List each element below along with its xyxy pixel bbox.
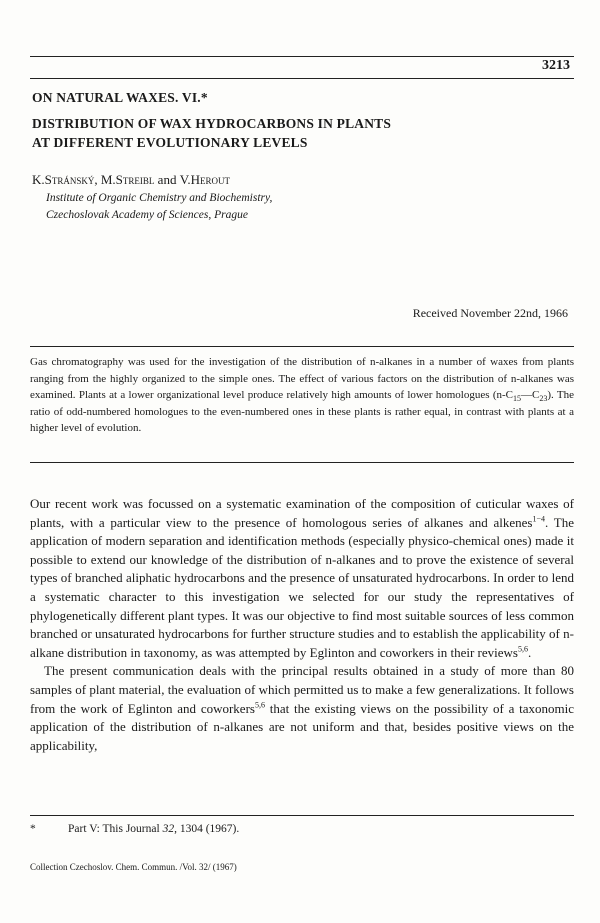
abstract-dash: —C [521, 389, 540, 402]
affiliation-line-2: Czechoslovak Academy of Sciences, Prague [46, 209, 248, 221]
paragraph-1 [30, 495, 574, 662]
p1-citation-2: 5,6 [518, 644, 528, 654]
author-conjunction: and [157, 172, 177, 187]
footnote-mark: * [30, 823, 36, 835]
footnote-volume: 32 [162, 823, 175, 835]
p1-text-c: . [528, 644, 532, 660]
p1-citation-1: 1−4 [532, 514, 546, 524]
p1-text-a: Our recent work was focussed on a systematic examination of the composition of cuticular waxes of plants, with a particular view to the presence of homologous series of alkanes and alkenes [30, 496, 574, 530]
author-3: V.Herout [179, 172, 231, 187]
title-block [32, 90, 572, 152]
p1-text-b: . The application of modern separation and identification methods (especially physico-chemical ones) made it possible to extend our knowledge of the distribution of n-alkanes and to prove the existence of several types of branched aliphatic hydrocarbons and the presence of unsaturated hydrocarbons. In order to lend a systematic character to this investigation we selected for our study the representatives of phylogenetically different plant types. It was our objective to find most suitable sources of less common branched or unsaturated hydrocarbons for further structure studies and to establish the applicability of n-alkane distribution in taxonomy, as was attempted by Eglinton and coworkers in their reviews [30, 514, 574, 660]
affiliation-line-1: Institute of Organic Chemistry and Biochemistry, [46, 192, 273, 204]
body-text [30, 495, 574, 755]
abstract-rule-bottom [30, 462, 574, 463]
author-1: K.Stránský, [32, 172, 98, 187]
page-number: 3213 [542, 58, 570, 73]
abstract-sub-1: 15 [513, 394, 521, 404]
header-rule-bottom [30, 78, 574, 79]
abstract [30, 354, 574, 437]
article-title [32, 114, 572, 152]
affiliation [46, 190, 272, 224]
authors [32, 172, 230, 188]
footnote-rule [30, 815, 574, 816]
article-title-line-2: AT DIFFERENT EVOLUTIONARY LEVELS [32, 135, 308, 150]
article-title-line-1: DISTRIBUTION OF WAX HYDROCARBONS IN PLANTS [32, 116, 392, 131]
p2-text-a: The present communication deals with the principal results obtained in a study of more than 80 samples of plant material, the evaluation of which permitted us to make a few generalizations. It follows from the work of Eglinton and coworkers [30, 663, 574, 716]
p2-citation: 5,6 [254, 700, 265, 710]
author-2: M.Streibl [100, 172, 155, 187]
p2-text-b: that the existing views on the possibility of a taxonomic application of the distribution of n-alkanes are not uniform and that, besides positive views on the applicability, [30, 700, 574, 753]
abstract-text-2: ). The ratio of odd-numbered homologues to the even-numbered ones in these plants is rather equal, in contrast with plants at a higher level of evolution. [30, 389, 574, 435]
abstract-text-1: Gas chromatography was used for the investigation of the distribution of n-alkanes in a number of waxes from plants ranging from the highly organized to the simple ones. The effect of various factors on the distribution of n-alkanes was examined. Plants at a lower organizational level produce relatively high amounts of lower homologues (n-C [30, 356, 574, 402]
journal-footer: Collection Czechoslov. Chem. Commun. /Vol. 32/ (1967) [30, 862, 237, 872]
abstract-sub-2: 23 [539, 394, 548, 404]
received-date: Received November 22nd, 1966 [412, 306, 568, 320]
footnote-text-a: Part V: This Journal [68, 823, 163, 835]
header-rule-top [30, 56, 574, 57]
series-title: ON NATURAL WAXES. VI.* [32, 90, 208, 105]
paragraph-2 [30, 662, 574, 755]
footnote-text-b: , 1304 (1967). [174, 823, 240, 835]
footnote [30, 823, 574, 835]
abstract-rule-top [30, 346, 574, 347]
